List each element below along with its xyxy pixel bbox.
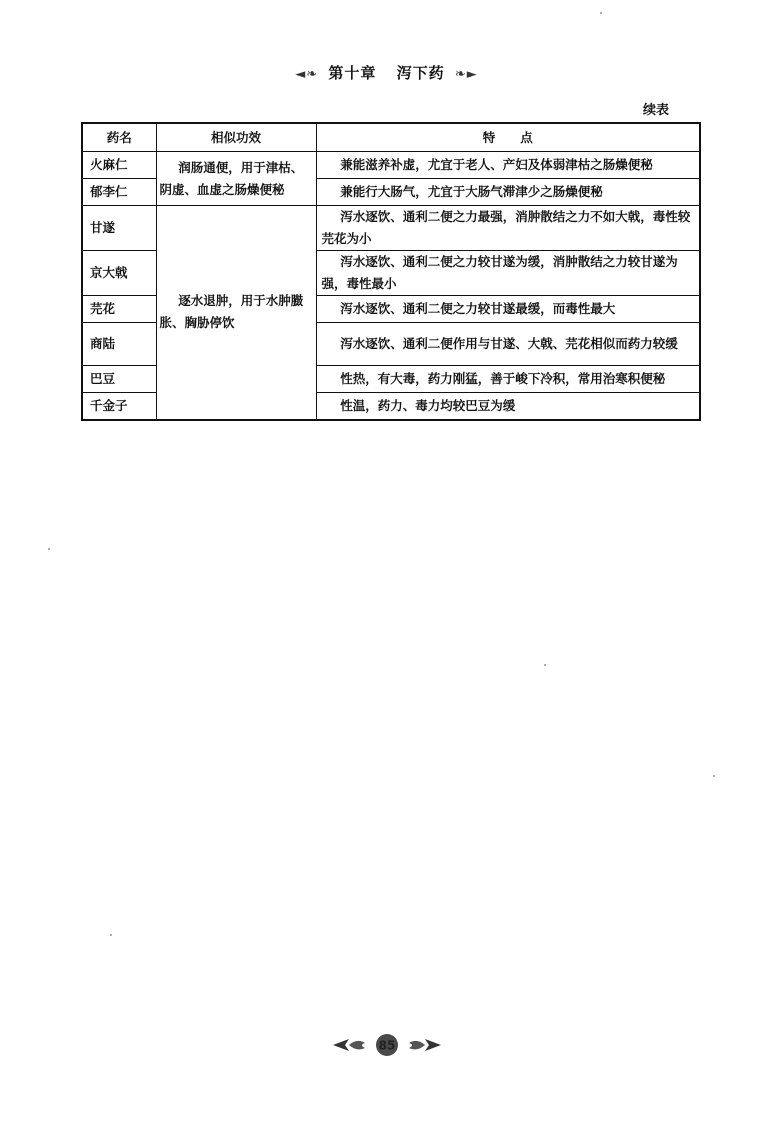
herb-feature: 兼能行大肠气，尤宜于大肠气滞津少之肠燥便秘: [316, 179, 700, 206]
table-header-row: [82, 123, 700, 152]
column-header-name: 药名: [82, 123, 156, 152]
herb-name: 甘遂: [82, 206, 156, 251]
table-row: [82, 206, 700, 251]
right-ornament-icon: ❧►: [454, 67, 478, 82]
column-header-features: 特 点: [316, 123, 700, 152]
left-arrow-ornament-icon: [333, 1039, 365, 1051]
scan-speck: [544, 664, 546, 666]
herb-feature: 泻水逐饮、通利二便之力较甘遂最缓，而毒性最大: [316, 296, 700, 323]
chapter-number: 第十章: [328, 64, 377, 82]
page-number: 85: [378, 1038, 395, 1053]
herb-name: 巴豆: [82, 366, 156, 393]
scan-speck: [713, 775, 715, 777]
herb-name: 千金子: [82, 393, 156, 420]
page-number-badge: [327, 1032, 447, 1058]
herb-feature: 性热，有大毒，药力刚猛，善于峻下冷积，常用治寒积便秘: [316, 366, 700, 393]
column-header-function: 相似功效: [156, 123, 316, 152]
herb-feature: 性温，药力、毒力均较巴豆为缓: [316, 393, 700, 420]
similar-function: 润肠通便，用于津枯、阴虚、血虚之肠燥便秘: [156, 152, 316, 206]
herb-name: 火麻仁: [82, 152, 156, 179]
scan-speck: [48, 548, 50, 550]
herb-feature: 泻水逐饮、通利二便之力较甘遂为缓，消肿散结之力较甘遂为强，毒性最小: [316, 251, 700, 296]
herb-name: 京大戟: [82, 251, 156, 296]
similar-function: 逐水退肿，用于水肿臌胀、胸胁停饮: [156, 206, 316, 420]
scan-speck: [600, 12, 602, 14]
chapter-title: 泻下药: [396, 64, 445, 82]
scan-speck: [110, 934, 112, 936]
continued-table-label: 续表: [643, 103, 670, 118]
right-arrow-ornament-icon: [409, 1039, 441, 1051]
running-header: [0, 62, 773, 83]
herb-feature: 泻水逐饮、通利二便之力最强，消肿散结之力不如大戟，毒性较芫花为小: [316, 206, 700, 251]
page-footer: [0, 1032, 773, 1062]
herb-name: 郁李仁: [82, 179, 156, 206]
herb-feature: 兼能滋养补虚，尤宜于老人、产妇及体弱津枯之肠燥便秘: [316, 152, 700, 179]
table-row: [82, 152, 700, 179]
herb-feature: 泻水逐饮、通利二便作用与甘遂、大戟、芫花相似而药力较缓: [316, 323, 700, 366]
left-ornament-icon: ◄❧: [295, 67, 319, 82]
herb-comparison-table: [81, 122, 701, 421]
herb-name: 芫花: [82, 296, 156, 323]
herb-name: 商陆: [82, 323, 156, 366]
